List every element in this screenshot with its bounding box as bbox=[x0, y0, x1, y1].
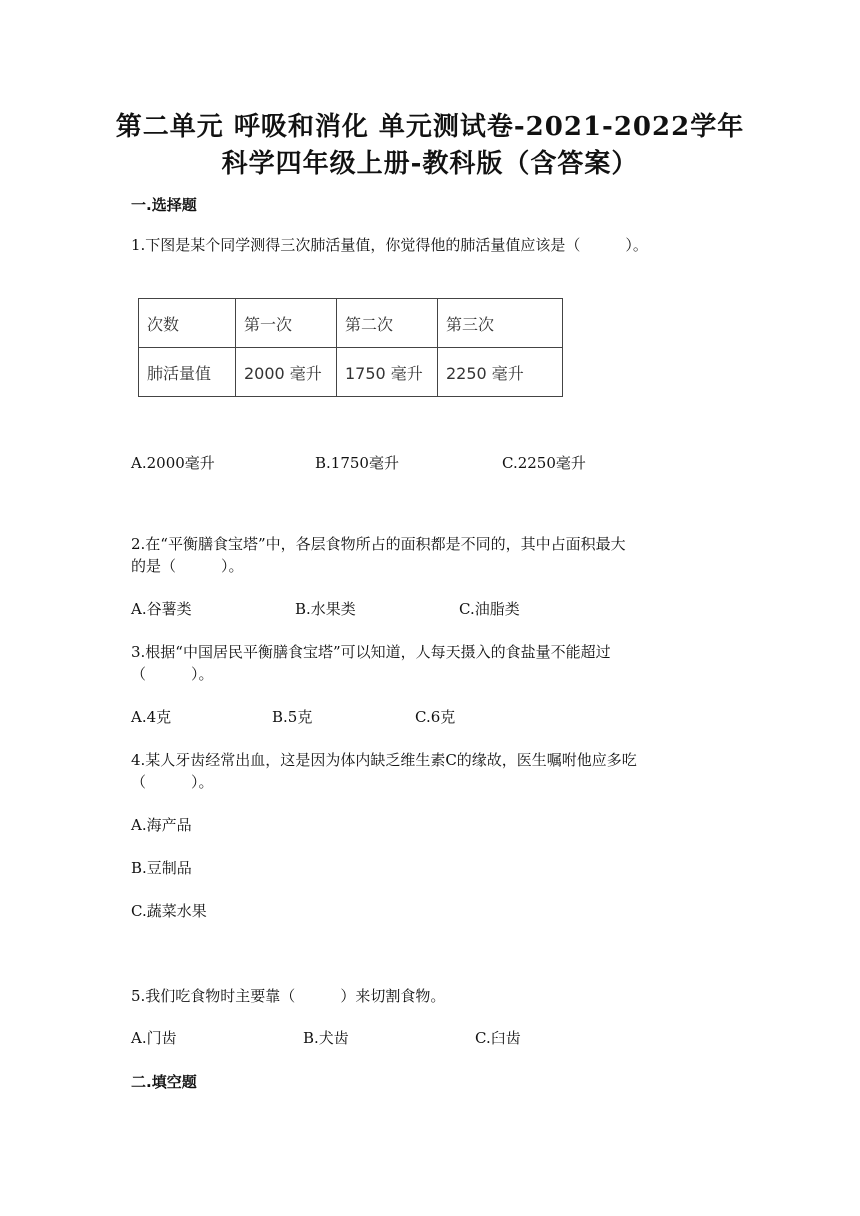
q4-option-b: B.豆制品 bbox=[131, 859, 192, 877]
question-3-line1: 3.根据“中国居民平衡膳食宝塔”可以知道，人每天摄入的食盐量不能超过 bbox=[131, 643, 611, 661]
question-3-line2: （ ）。 bbox=[131, 665, 214, 683]
table-header-row bbox=[139, 299, 563, 348]
lung-capacity-table bbox=[138, 298, 563, 397]
q2-option-a: A.谷薯类 bbox=[131, 600, 192, 618]
question-2-line2: 的是（ ）。 bbox=[131, 557, 244, 575]
table-cell: 次数 bbox=[139, 299, 236, 348]
doc-title-line2: 科学四年级上册-教科版（含答案） bbox=[221, 149, 639, 179]
question-4-line1: 4.某人牙齿经常出血，这是因为体内缺乏维生素C的缘故，医生嘱咐他应多吃 bbox=[131, 751, 637, 769]
table-row bbox=[139, 348, 563, 397]
q5-option-b: B.犬齿 bbox=[303, 1029, 349, 1047]
q1-option-b: B.1750毫升 bbox=[315, 454, 399, 472]
question-1-text: 1.下图是某个同学测得三次肺活量值，你觉得他的肺活量值应该是（ ）。 bbox=[131, 236, 648, 254]
doc-title-line1: 第二单元 呼吸和消化 单元测试卷-2021-2022学年 bbox=[115, 112, 745, 142]
table-cell: 1750 毫升 bbox=[337, 348, 438, 397]
q5-option-c: C.臼齿 bbox=[475, 1029, 521, 1047]
question-4-line2: （ ）。 bbox=[131, 773, 214, 791]
section-heading-choice: 一.选择题 bbox=[131, 196, 197, 214]
q3-option-a: A.4克 bbox=[131, 708, 172, 726]
q1-option-c: C.2250毫升 bbox=[502, 454, 586, 472]
section-heading-fill-in: 二.填空题 bbox=[131, 1073, 197, 1091]
table-cell: 2000 毫升 bbox=[236, 348, 337, 397]
q1-option-a: A.2000毫升 bbox=[131, 454, 215, 472]
q2-option-b: B.水果类 bbox=[295, 600, 356, 618]
table-cell: 第二次 bbox=[337, 299, 438, 348]
table-cell: 肺活量值 bbox=[139, 348, 236, 397]
q3-option-c: C.6克 bbox=[415, 708, 456, 726]
table-cell: 第三次 bbox=[438, 299, 563, 348]
q4-option-c: C.蔬菜水果 bbox=[131, 902, 207, 920]
q3-option-b: B.5克 bbox=[272, 708, 313, 726]
table-cell: 第一次 bbox=[236, 299, 337, 348]
q2-option-c: C.油脂类 bbox=[459, 600, 520, 618]
question-5-text: 5.我们吃食物时主要靠（ ）来切割食物。 bbox=[131, 987, 446, 1005]
question-2-line1: 2.在“平衡膳食宝塔”中，各层食物所占的面积都是不同的，其中占面积最大 bbox=[131, 535, 626, 553]
table-cell: 2250 毫升 bbox=[438, 348, 563, 397]
q4-option-a: A.海产品 bbox=[131, 816, 192, 834]
q5-option-a: A.门齿 bbox=[131, 1029, 177, 1047]
